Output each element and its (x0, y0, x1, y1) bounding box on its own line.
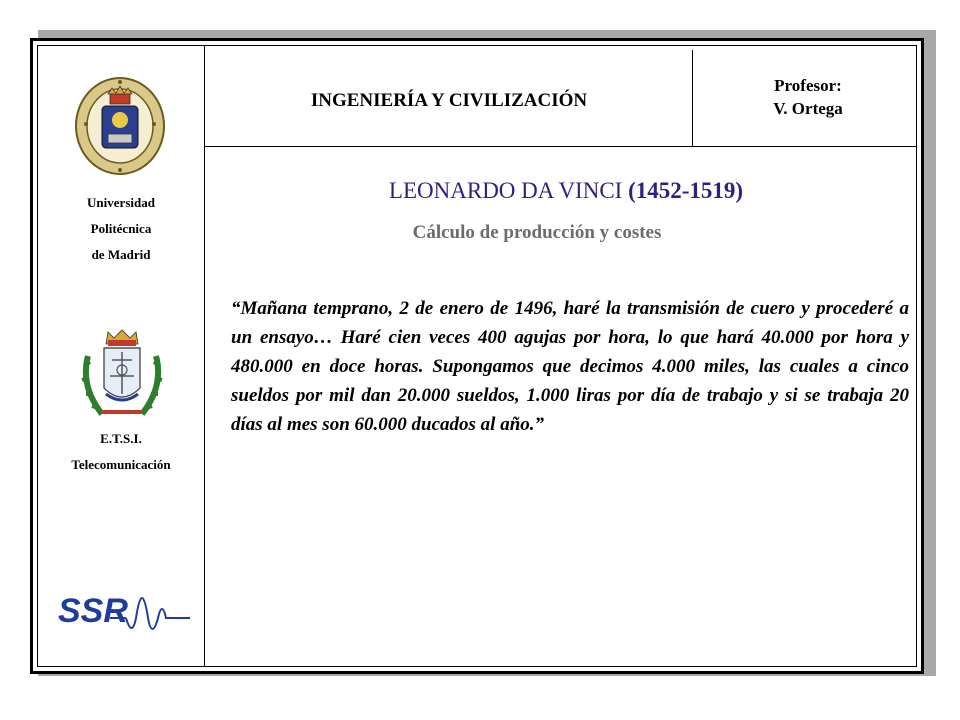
ssr-logo-text: SSR (58, 592, 128, 630)
left-column-divider (204, 46, 205, 666)
professor-box (694, 74, 922, 120)
title-name: LEONARDO DA VINCI (388, 178, 623, 203)
professor-name: V. Ortega (773, 99, 843, 118)
school-line-1: E.T.S.I. (100, 431, 142, 446)
ssr-logo-icon (56, 578, 192, 642)
quote-text: “Mañana temprano, 2 de enero de 1496, haré la transmisión de cuero y procederé a un ensayo… Haré cien veces 400 agujas por hora, lo que hará 40.000 por hora y 480.000 en doce horas. Supongamos que decimos 4.000 miles, las cuales a cinco sueldos por mil dan 20.000 sueldos, 1.000 liras por día de trabajo y si se trabaja 20 días al mes son 60.000 ducados al año.” (231, 298, 909, 435)
university-line-3: de Madrid (91, 247, 151, 262)
slide (30, 38, 924, 674)
etsit-crest-icon (78, 326, 166, 422)
slide-title (206, 178, 926, 204)
professor-label: Profesor: (774, 76, 842, 95)
university-line-2: Politécnica (90, 221, 152, 236)
upm-seal-icon (72, 74, 168, 178)
university-line-1: Universidad (87, 195, 155, 210)
header-divider (692, 50, 693, 146)
school-label (38, 426, 204, 478)
title-years: (1452-1519) (628, 178, 744, 203)
header-bottom-line (204, 146, 916, 147)
course-title: INGENIERÍA Y CIVILIZACIÓN (310, 90, 588, 111)
school-line-2: Telecomunicación (71, 457, 171, 472)
slide-subtitle: Cálculo de producción y costes (412, 222, 662, 243)
university-label (38, 190, 204, 268)
slide-frame (37, 45, 917, 667)
